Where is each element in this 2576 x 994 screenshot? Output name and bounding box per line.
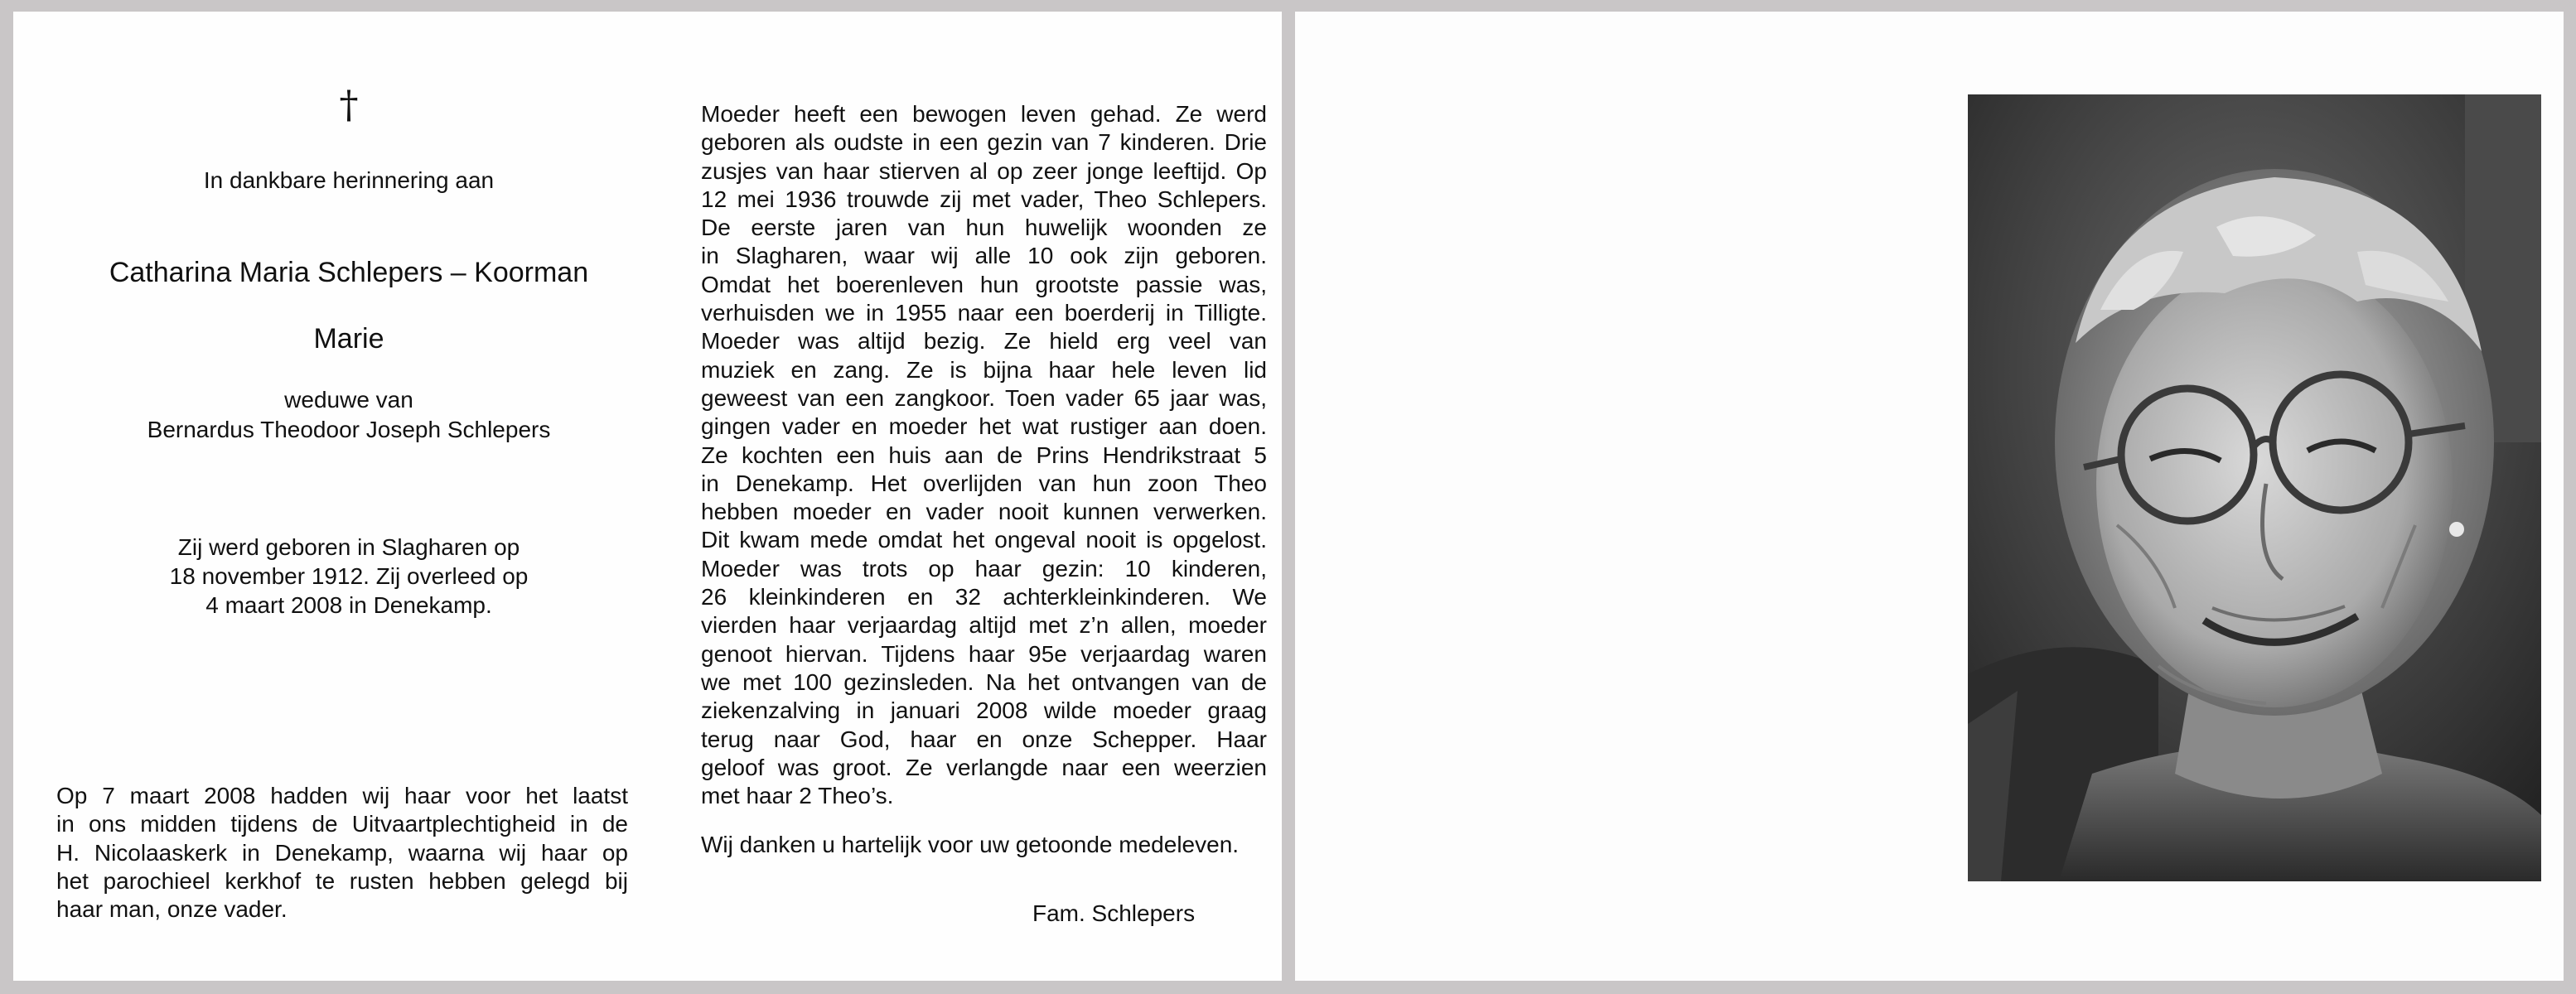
funeral-line: H. Nicolaaskerk in Denekamp, waarna wij haar op (56, 839, 628, 866)
husband-name: Bernardus Theodoor Joseph Schlepers (147, 417, 551, 442)
bio-line: zusjes van haar stierven al op zeer jonge leeftijd. Op (701, 157, 1267, 184)
bio-line: Ze kochten een huis aan de Prins Hendrikstraat 5 (701, 442, 1267, 468)
funeral-paragraph (56, 782, 628, 924)
bio-line: in Denekamp. Het overlijden van hun zoon Theo (701, 470, 1267, 496)
funeral-line: haar man, onze vader. (56, 896, 288, 923)
bio-line: Moeder heeft een bewogen leven gehad. Ze werd (701, 101, 1267, 127)
card-photo-panel (1295, 12, 2564, 981)
bio-line: terug naar God, haar en onze Schepper. Haar (701, 726, 1267, 752)
bio-line: verhuisden we in 1955 naar een boerderij in Tilligte. (701, 300, 1267, 326)
family-signature: Fam. Schlepers (1032, 900, 1196, 926)
bio-line: geboren als oudste in een gezin van 7 kinderen. Drie (701, 129, 1267, 156)
intro-text: In dankbare herinnering aan (203, 167, 495, 193)
bio-line: hebben moeder en vader nooit kunnen verwerken. (701, 499, 1267, 525)
cross-icon: † (339, 82, 359, 127)
bio-line: Dit kwam mede omdat het ongeval nooit is opgelost. (701, 527, 1267, 553)
bio-line: vierden haar verjaardag altijd met z’n allen, moeder (701, 612, 1267, 639)
funeral-line: in ons midden tijdens de Uitvaartplechtigheid in de (56, 811, 628, 837)
bio-line: Moeder was altijd bezig. Ze hield erg veel van (701, 328, 1267, 355)
bio-line: muziek en zang. Ze is bijna haar hele leven lid (701, 356, 1267, 383)
bio-line: in Slagharen, waar wij alle 10 ook zijn geboren. (701, 243, 1267, 269)
bio-line: gingen vader en moeder het wat rustiger aan doen. (701, 413, 1267, 440)
thanks-text: Wij danken u hartelijk voor uw getoonde medeleven. (701, 832, 1240, 857)
bio-line: 12 mei 1936 trouwde zij met vader, Theo Schlepers. (701, 186, 1267, 212)
bio-line: ziekenzalving in januari 2008 wilde moeder graag (701, 697, 1267, 724)
portrait-image-icon (1968, 94, 2541, 881)
deceased-nickname: Marie (313, 323, 384, 355)
lifespan-line: 18 november 1912. Zij overleed op (169, 563, 529, 589)
funeral-line: Op 7 maart 2008 hadden wij haar voor het laatst (56, 783, 628, 808)
bio-line: geloof was groot. Ze verlangde naar een weerzien (701, 754, 1267, 780)
bio-line: we met 100 gezinsleden. Na het ontvangen van de (701, 668, 1267, 695)
bio-line: met haar 2 Theo’s. (701, 783, 894, 809)
bio-line: genoot hiervan. Tijdens haar 95e verjaardag waren (701, 640, 1267, 667)
portrait-photo (1968, 94, 2541, 881)
bio-line: Moeder was trots op haar gezin: 10 kinderen, (701, 555, 1267, 581)
bio-line: geweest van een zangkoor. Toen vader 65 jaar was, (701, 384, 1267, 411)
bio-line: 26 kleinkinderen en 32 achterkleinkinderen. We (701, 584, 1267, 610)
lifespan-line: Zij werd geboren in Slagharen op (177, 534, 520, 560)
bio-line: Omdat het boerenleven hun grootste passie was, (701, 271, 1267, 297)
biography-paragraph (701, 100, 1267, 810)
funeral-line: het parochieel kerkhof te rusten hebben gelegd bij (56, 867, 628, 894)
widow-label: weduwe van (284, 387, 413, 413)
lifespan-line: 4 maart 2008 in Denekamp. (205, 592, 492, 618)
bio-line: De eerste jaren van hun huwelijk woonden ze (701, 215, 1267, 241)
lifespan-block (100, 533, 597, 620)
card-text-panel (13, 12, 1282, 981)
deceased-name: Catharina Maria Schlepers – Koorman (109, 257, 589, 288)
